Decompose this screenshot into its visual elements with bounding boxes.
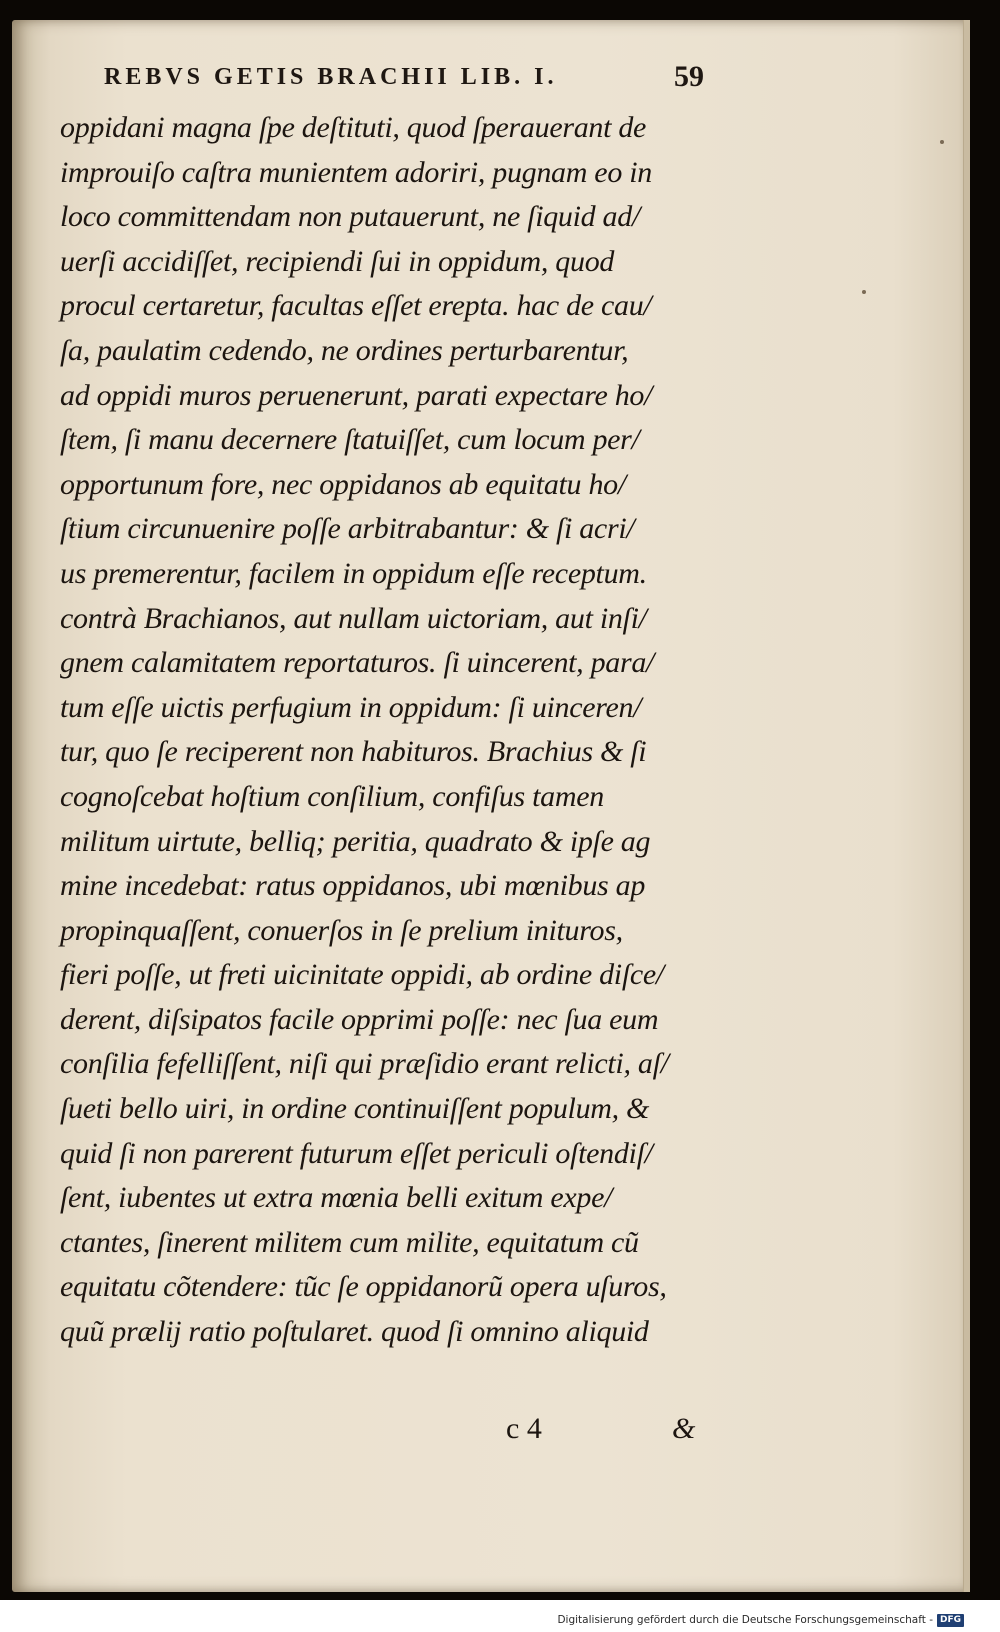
text-line: conſilia fefelliſſent, niſi qui præſidio erant relicti, aſ/ — [60, 1047, 669, 1081]
text-line: contrà Brachianos, aut nullam uictoriam, aut inſi/ — [60, 601, 647, 635]
text-line: procul certaretur, facultas eſſet erepta. hac de cau/ — [60, 289, 652, 323]
text-line: improuiſo caſtra munientem adoriri, pugnam eo in — [60, 155, 652, 189]
page-edge — [963, 20, 970, 1592]
text-line: cognoſcebat hoſtium conſilium, confiſus tamen — [60, 779, 604, 813]
text-line: quũ prælij ratio poſtularet. quod ſi omnino aliquid — [60, 1315, 649, 1349]
text-line: quid ſi non parerent futurum eſſet periculi oſtendiſ/ — [60, 1136, 653, 1170]
digitization-credit — [557, 1612, 964, 1628]
text-line: ſueti bello uiri, in ordine continuiſſent populum, & — [60, 1092, 650, 1126]
folio-number: 59 — [674, 60, 704, 93]
text-line: propinquaſſent, conuerſos in ſe prelium inituros, — [60, 913, 623, 947]
dfg-logo: DFG — [937, 1614, 964, 1627]
paper-speck — [862, 290, 866, 294]
text-line: ad oppidi muros peruenerunt, parati expectare ho/ — [60, 378, 653, 412]
catchword: & — [672, 1412, 696, 1445]
text-line: ſa, paulatim cedendo, ne ordines perturbarentur, — [60, 333, 629, 367]
text-line: ſtium circunuenire poſſe arbitrabantur: & ſi acri/ — [60, 512, 635, 546]
text-line: equitatu cõtendere: tũc ſe oppidanorũ opera uſuros, — [60, 1270, 667, 1304]
signature-mark: c 4 — [506, 1412, 542, 1445]
running-title: REBVS GETIS BRACHII LIB. I. — [104, 64, 558, 90]
text-line: derent, diſsipatos facile opprimi poſſe: nec ſua eum — [60, 1002, 659, 1036]
text-line: fieri poſſe, ut freti uicinitate oppidi, ab ordine diſce/ — [60, 958, 664, 992]
text-line: loco committendam non putauerunt, ne ſiquid ad/ — [60, 200, 640, 234]
paper-speck — [940, 140, 944, 144]
text-line: mine incedebat: ratus oppidanos, ubi mœnibus ap — [60, 869, 646, 903]
credit-text: Digitalisierung gefördert durch die Deutsche Forschungsgemeinschaft - — [557, 1614, 933, 1626]
text-line: us premerentur, facilem in oppidum eſſe receptum. — [60, 556, 647, 590]
text-line: oppidani magna ſpe deſtituti, quod ſperauerant de — [60, 111, 647, 144]
text-line: opportunum fore, nec oppidanos ab equitatu ho/ — [60, 467, 626, 501]
running-head — [94, 56, 734, 96]
text-line: tum eſſe uictis perfugium in oppidum: ſi uinceren/ — [60, 690, 642, 724]
book-page — [12, 20, 970, 1592]
text-line: ſent, iubentes ut extra mœnia belli exitum expe/ — [60, 1181, 613, 1215]
text-line: ſtem, ſi manu decernere ſtatuiſſet, cum locum per/ — [60, 423, 640, 457]
text-line: uerſi accidiſſet, recipiendi ſui in oppidum, quod — [60, 244, 615, 278]
text-line: gnem calamitatem reportaturos. ſi uincerent, para/ — [60, 646, 655, 680]
text-line: tur, quo ſe reciperent non habituros. Brachius & ſi — [60, 735, 647, 769]
text-line: militum uirtute, belliq; peritia, quadrato & ipſe ag — [60, 824, 651, 858]
body-text — [60, 106, 730, 1355]
catchline — [472, 1410, 732, 1456]
text-line: ctantes, ſinerent militem cum milite, equitatum cũ — [60, 1225, 639, 1259]
